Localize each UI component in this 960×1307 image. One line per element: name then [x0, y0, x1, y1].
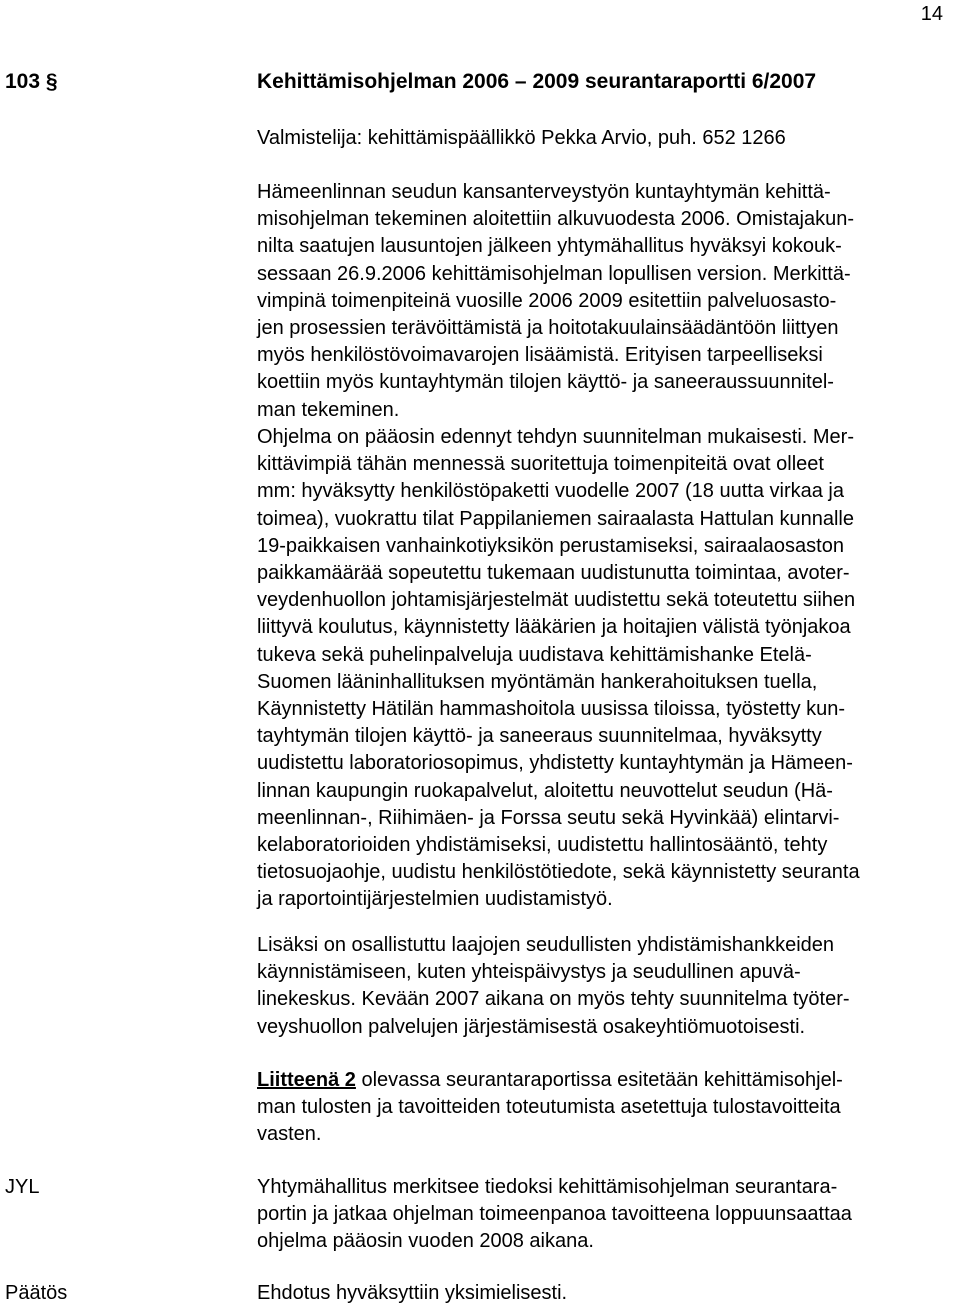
preparer-text: Valmistelija: kehittämispäällikkö Pekka Arvio, puh. 652 1266: [257, 127, 786, 149]
proposal-paragraph: [257, 1174, 957, 1256]
section-number: 103 §: [5, 70, 58, 93]
attachment-link[interactable]: Liitteenä 2: [257, 1069, 356, 1091]
attachment-paragraph: [257, 1067, 957, 1149]
paragraph-2: [257, 424, 957, 914]
proposal-label: JYL: [5, 1176, 40, 1198]
paragraph-1: [257, 179, 957, 424]
paragraph-3-text: Lisäksi on osallistuttu laajojen seudullisten yhdistämishankkeiden käynnistämiseen, kuten yhteispäivystys ja seudullinen apuvä- linekeskus. Kevään 2007 aikana on myös tehty suunnitelma työter- veyshuollon palvelujen järjestämisestä osakeyhtiömuotoisesti.: [257, 934, 850, 1038]
preparer-line: [257, 125, 957, 152]
paragraph-2-text: Ohjelma on pääosin edennyt tehdyn suunnitelman mukaisesti. Mer- kittävimpiä tähän mennessä suoritettuja toimenpiteitä ovat olleet mm: hyväksytty henkilöstöpaketti vuodelle 2007 (18 uutta virkaa ja toimea), vuokrattu tilat Pappilaniemen sairaalasta Hattulan kunnalle 19-paikkaisen vanhainkotiyksikön perustamiseksi, sairaalaosaston paikkamäärää sopeutettu tukemaan uudistunutta toimintaa, avoter- veydenhuollon johtamisjärjestelmät uudistettu sekä toteutettu siihen liittyvä koulutus, käynnistetty lääkärien ja hoitajien välistä työnjakoa tukeva sekä puhelinpalveluja uudistava kehittämishanke Etelä- Suomen lääninhallituksen myöntämän hankerahoituksen tuella, Käynnistetty Hätilän hammashoitola uusissa tiloissa, työstetty kun- tayhtymän tilojen käyttö- ja saneeraus suunnitelmaa, hyväksytty uudistettu laboratoriosopimus, yhdistetty kuntayhtymän ja Hämeen- linnan kaupungin ruokapalvelut, aloitettu neuvottelut seudun (Hä- meenlinnan-, Riihimäen- ja Forssa seutu sekä Hyvinkää) elintarvi- kelaboratorioiden yhdistämiseksi, uudistettu hallintosääntö, tehty tietosuojaohje, uudistu henkilöstötiedote, sekä käynnistetty seuranta ja raportointijärjestelmien uudistamistyö.: [257, 426, 860, 911]
attachment-text: [257, 1067, 957, 1149]
decision-text: Ehdotus hyväksyttiin yksimielisesti.: [257, 1282, 568, 1304]
paragraph-3: [257, 932, 957, 1041]
page-number: 14: [920, 3, 943, 25]
proposal-text: Yhtymähallitus merkitsee tiedoksi kehittämisohjelman seurantara- portin ja jatkaa ohjelman toimeenpanoa tavoitteena loppuunsaattaa ohjelma pääosin vuoden 2008 aikana.: [257, 1176, 852, 1253]
paragraph-1-text: Hämeenlinnan seudun kansanterveystyön kuntayhtymän kehittä- misohjelman tekeminen aloitettiin alkuvuodesta 2006. Omistajakun- nilta saatujen lausuntojen jälkeen yhtymähallitus hyväksyi kokouk- sessaan 26.9.2006 kehittämisohjelman lopullisen version. Merkittä- vimpinä toimenpiteinä vuosille 2006 2009 esitettiin palveluosasto- jen prosessien terävöittämistä ja hoitotakuulainsäädäntöön liittyen myös henkilöstövoimavarojen lisäämistä. Erityisen tarpeelliseksi koettiin myös kuntayhtymän tilojen käyttö- ja saneeraussuunnitel- man tekeminen.: [257, 181, 854, 421]
decision-label: Päätös: [5, 1282, 68, 1304]
decision-paragraph: [257, 1280, 957, 1307]
attachment-body: olevassa seurantaraportissa esitetään kehittämisohjel- man tulosten ja tavoitteiden toteutumista asetettuja tulostavoitteita vasten.: [257, 1069, 843, 1146]
section-title: Kehittämisohjelman 2006 – 2009 seurantaraportti 6/2007: [257, 70, 817, 93]
